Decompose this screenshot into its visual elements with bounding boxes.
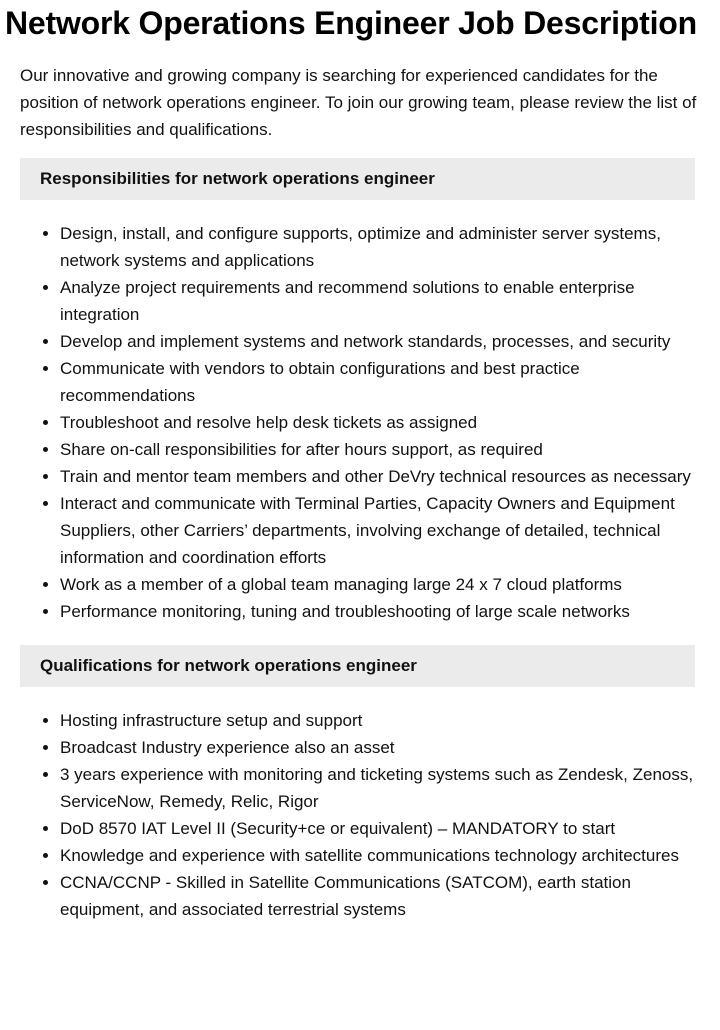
- list-item: • Design, install, and configure supports, optimize and administer server systems, network systems and applications: [60, 220, 695, 274]
- qualifications-list: [0, 707, 695, 923]
- list-item: • Performance monitoring, tuning and troubleshooting of large scale networks: [60, 598, 695, 625]
- list-item: • Knowledge and experience with satellite communications technology architectures: [60, 842, 695, 869]
- responsibilities-list: [0, 220, 695, 625]
- list-item: • Hosting infrastructure setup and support: [60, 707, 695, 734]
- list-item: • Work as a member of a global team managing large 24 x 7 cloud platforms: [60, 571, 695, 598]
- list-item: • Train and mentor team members and other DeVry technical resources as necessary: [60, 463, 695, 490]
- responsibilities-header: Responsibilities for network operations engineer: [20, 158, 695, 200]
- intro-paragraph: Our innovative and growing company is searching for experienced candidates for the position of network operations engineer. To join our growing team, please review the list of responsibilities and qualifications.: [20, 66, 697, 139]
- list-item: • Develop and implement systems and network standards, processes, and security: [60, 328, 695, 355]
- list-item: • Interact and communicate with Terminal Parties, Capacity Owners and Equipment Suppliers, other Carriers’ departments, involving exchange of detailed, technical information and coordination efforts: [60, 490, 695, 571]
- list-item: • Broadcast Industry experience also an asset: [60, 734, 695, 761]
- list-item: • 3 years experience with monitoring and ticketing systems such as Zendesk, Zenoss, ServiceNow, Remedy, Relic, Rigor: [60, 761, 695, 815]
- list-item: • Troubleshoot and resolve help desk tickets as assigned: [60, 409, 695, 436]
- list-item: • CCNA/CCNP - Skilled in Satellite Communications (SATCOM), earth station equipment, and associated terrestrial systems: [60, 869, 695, 923]
- page-title: Network Operations Engineer Job Description: [5, 5, 697, 41]
- list-item: • Communicate with vendors to obtain configurations and best practice recommendations: [60, 355, 695, 409]
- list-item: • DoD 8570 IAT Level II (Security+ce or equivalent) – MANDATORY to start: [60, 815, 695, 842]
- qualifications-header: Qualifications for network operations engineer: [20, 645, 695, 687]
- list-item: • Analyze project requirements and recommend solutions to enable enterprise integration: [60, 274, 695, 328]
- list-item: • Share on-call responsibilities for after hours support, as required: [60, 436, 695, 463]
